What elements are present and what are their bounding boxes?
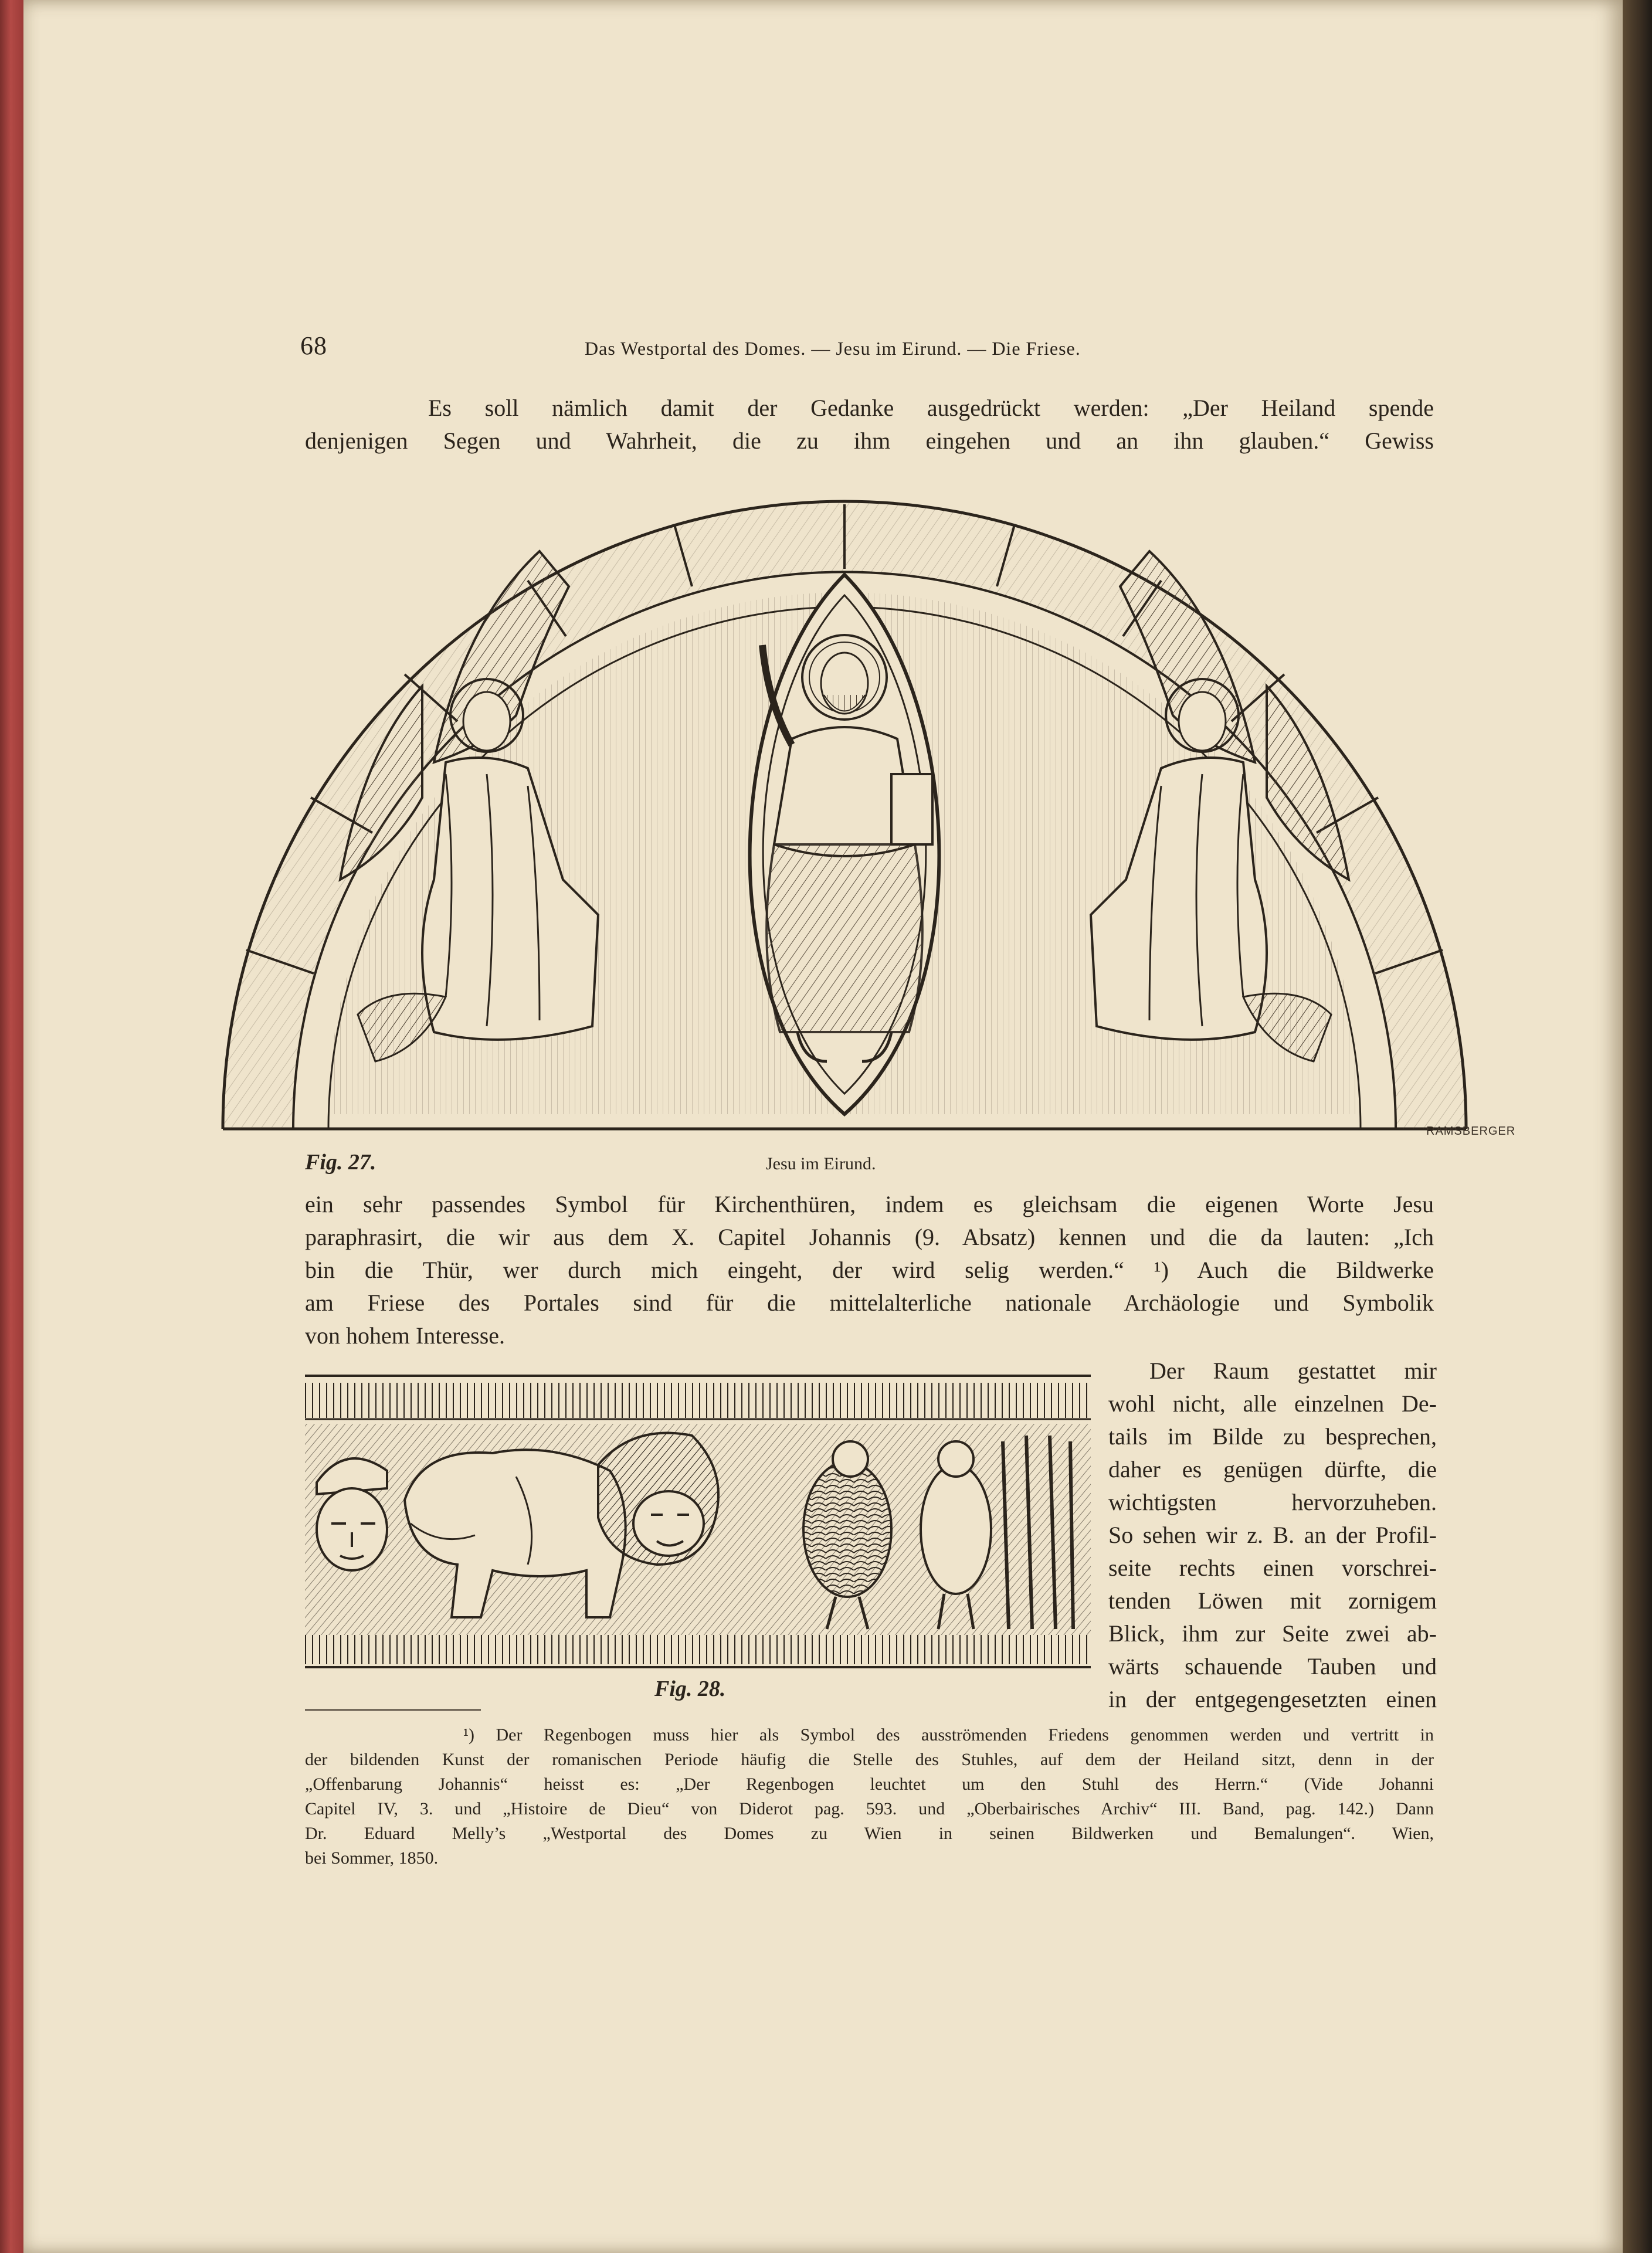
text-line: von hohem Interesse.: [305, 1322, 506, 1349]
footnote-rule: [305, 1709, 481, 1711]
text-line: tails im Bilde zu besprechen,: [1108, 1423, 1437, 1450]
body-paragraph: [305, 1188, 1434, 1352]
intro-paragraph: [305, 392, 1434, 457]
footnote: [305, 1723, 1434, 1871]
text-line: tenden Löwen mit zornigem: [1108, 1587, 1437, 1614]
engraver-signature: RAMSBERGER: [1426, 1125, 1516, 1138]
figure-27-caption: Jesu im Eirund.: [766, 1154, 876, 1173]
text-line: paraphrasirt, die wir aus dem X. Capitel Johannis (9. Absatz) kennen und die da lauten: „Ich: [305, 1224, 1434, 1250]
figure-28-frieze-engraving: [305, 1371, 1091, 1673]
text-line: Der Raum gestattet mir: [1149, 1358, 1437, 1384]
footnote-line: bei Sommer, 1850.: [305, 1848, 439, 1868]
footnote-line: „Offenbarung Johannis“ heisst es: „Der Regenbogen leuchtet um den Stuhl des Herrn.“ (Vide Johanni: [305, 1774, 1434, 1794]
text-line: So sehen wir z. B. an der Profil-: [1108, 1522, 1437, 1548]
figure-27-tympanum-engraving: [211, 469, 1478, 1138]
running-header: [300, 330, 1432, 365]
text-line: wichtigsten hervorzuheben.: [1108, 1489, 1437, 1515]
footnote-line: Dr. Eduard Melly’s „Westportal des Domes zu Wien in seinen Bildwerken und Bemalungen“. Wien,: [305, 1824, 1434, 1843]
text-line: bin die Thür, wer durch mich eingeht, der wird selig werden.“ ¹) Auch die Bildwerke: [305, 1257, 1434, 1283]
text-line: denjenigen Segen und Wahrheit, die zu ihm eingehen und an ihn glauben.“ Gewiss: [305, 427, 1434, 454]
footnote-line: Capitel IV, 3. und „Histoire de Dieu“ von Diderot pag. 593. und „Oberbairisches Archiv“ III. Band, pag. 142.) Dann: [305, 1799, 1434, 1818]
text-line: in der entgegengesetzten einen: [1108, 1686, 1437, 1712]
text-line: seite rechts einen vorschrei-: [1108, 1555, 1437, 1581]
text-line: am Friese des Portales sind für die mittelalterliche nationale Archäologie und Symbolik: [305, 1290, 1434, 1316]
text-line: Es soll nämlich damit der Gedanke ausgedrückt werden: „Der Heiland spende: [428, 395, 1434, 421]
text-line: wärts schauende Tauben und: [1108, 1653, 1437, 1679]
text-line: wohl nicht, alle einzelnen De-: [1108, 1390, 1437, 1417]
figure-27-label: Fig. 27.: [305, 1150, 376, 1175]
book-spine-edge: [0, 0, 23, 2253]
side-column-text: [1108, 1355, 1437, 1716]
footnote-line: ¹) Der Regenbogen muss hier als Symbol des ausströmenden Friedens genommen werden und vertritt in: [463, 1725, 1434, 1745]
text-line: Blick, ihm zur Seite zwei ab-: [1108, 1620, 1437, 1647]
text-line: ein sehr passendes Symbol für Kirchenthüren, indem es gleichsam die eigenen Worte Jesu: [305, 1191, 1434, 1217]
book-fore-edge: [1623, 0, 1652, 2253]
figure-28-label: Fig. 28.: [654, 1677, 726, 1701]
text-line: daher es genügen dürfte, die: [1108, 1456, 1437, 1482]
footnote-line: der bildenden Kunst der romanischen Periode häufig die Stelle des Stuhles, auf dem der Heiland sitzt, denn in der: [305, 1750, 1434, 1769]
running-title: Das Westportal des Domes. — Jesu im Eirund. — Die Friese.: [585, 338, 1081, 359]
page-number: 68: [300, 331, 327, 360]
